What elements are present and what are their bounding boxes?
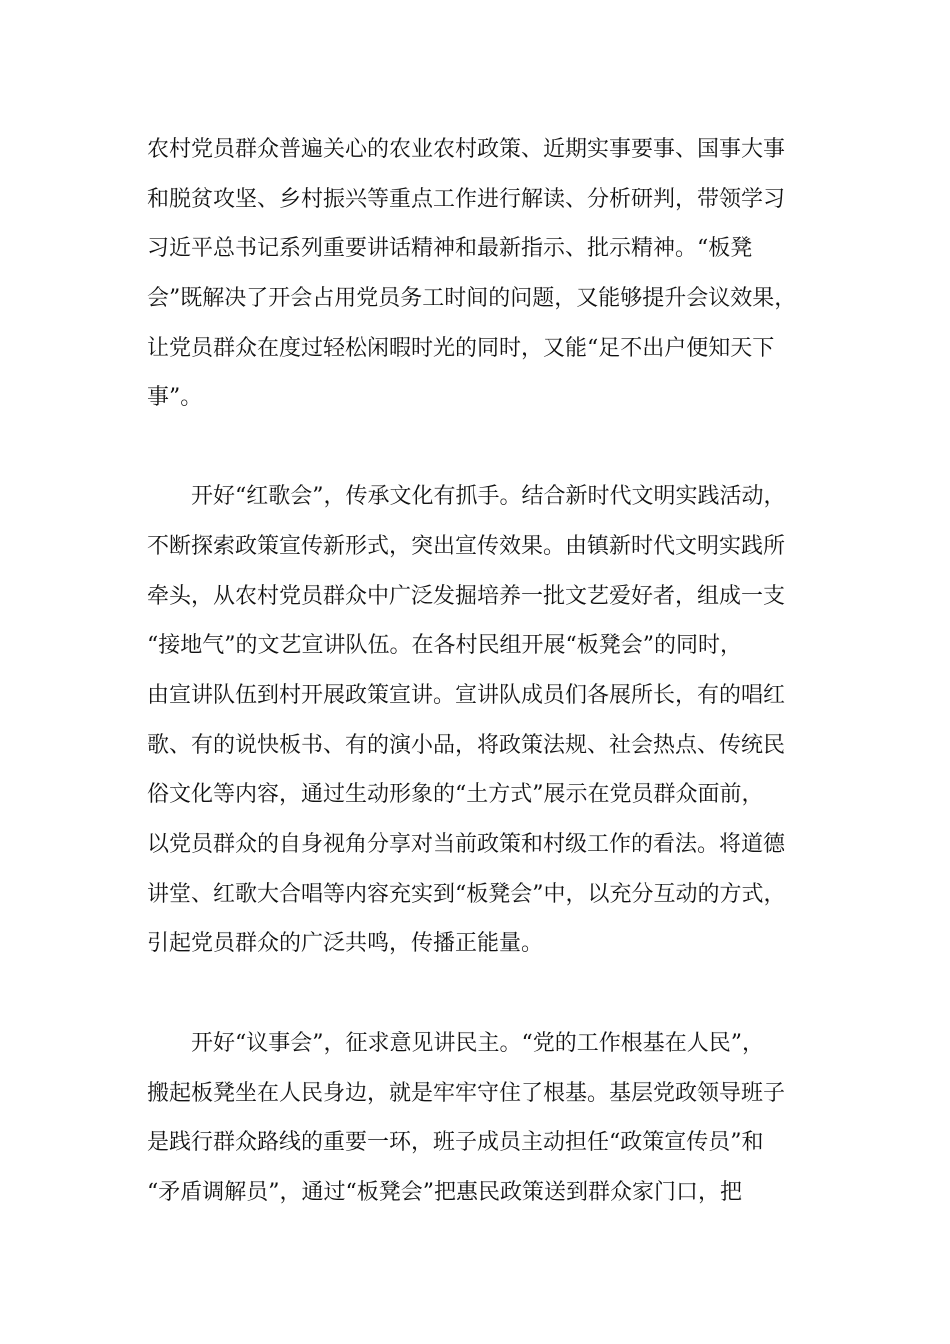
paragraph-line: 不断探索政策宣传新形式，突出宣传效果。由镇新时代文明实践所 [147, 534, 786, 559]
paragraph-line: 搬起板凳坐在人民身边，就是牢牢守住了根基。基层党政领导班子 [147, 1081, 786, 1106]
paragraph-line: 牵头，从农村党员群众中广泛发掘培养一批文艺爱好者，组成一支 [147, 584, 786, 609]
paragraph-line: 由宣讲队伍到村开展政策宣讲。宣讲队成员们各展所长，有的唱红 [147, 683, 786, 708]
paragraph-line: 开好“议事会”，征求意见讲民主。“党的工作根基在人民”， [191, 1031, 764, 1056]
paragraph-line: 习近平总书记系列重要讲话精神和最新指示、批示精神。“板凳 [147, 236, 753, 261]
paragraph-line: 事”。 [147, 385, 203, 410]
paragraph-line: 讲堂、红歌大合唱等内容充实到“板凳会”中，以充分互动的方式， [147, 882, 786, 907]
paragraph-line: “矛盾调解员”，通过“板凳会”把惠民政策送到群众家门口，把 [147, 1180, 742, 1205]
paragraph-line: 和脱贫攻坚、乡村振兴等重点工作进行解读、分析研判，带领学习 [147, 187, 786, 212]
paragraph-line: “接地气”的文艺宣讲队伍。在各村民组开展“板凳会”的同时， [147, 633, 742, 658]
paragraph-line: 是践行群众路线的重要一环，班子成员主动担任“政策宣传员”和 [147, 1130, 764, 1155]
paragraph-line: 俗文化等内容，通过生动形象的“土方式”展示在党员群众面前， [147, 782, 764, 807]
paragraph-line: 歌、有的说快板书、有的演小品，将政策法规、社会热点、传统民 [147, 733, 786, 758]
paragraph-line: 开好“红歌会”，传承文化有抓手。结合新时代文明实践活动， [191, 484, 786, 509]
paragraph-line: 让党员群众在度过轻松闲暇时光的同时，又能“足不出户便知天下 [147, 336, 775, 361]
paragraph-line: 引起党员群众的广泛共鸣，传播正能量。 [147, 931, 544, 956]
paragraph-line: 农村党员群众普遍关心的农业农村政策、近期实事要事、国事大事 [147, 137, 786, 162]
paragraph-line: 以党员群众的自身视角分享对当前政策和村级工作的看法。将道德 [147, 832, 786, 857]
paragraph-line: 会”既解决了开会占用党员务工时间的问题，又能够提升会议效果， [147, 286, 797, 311]
